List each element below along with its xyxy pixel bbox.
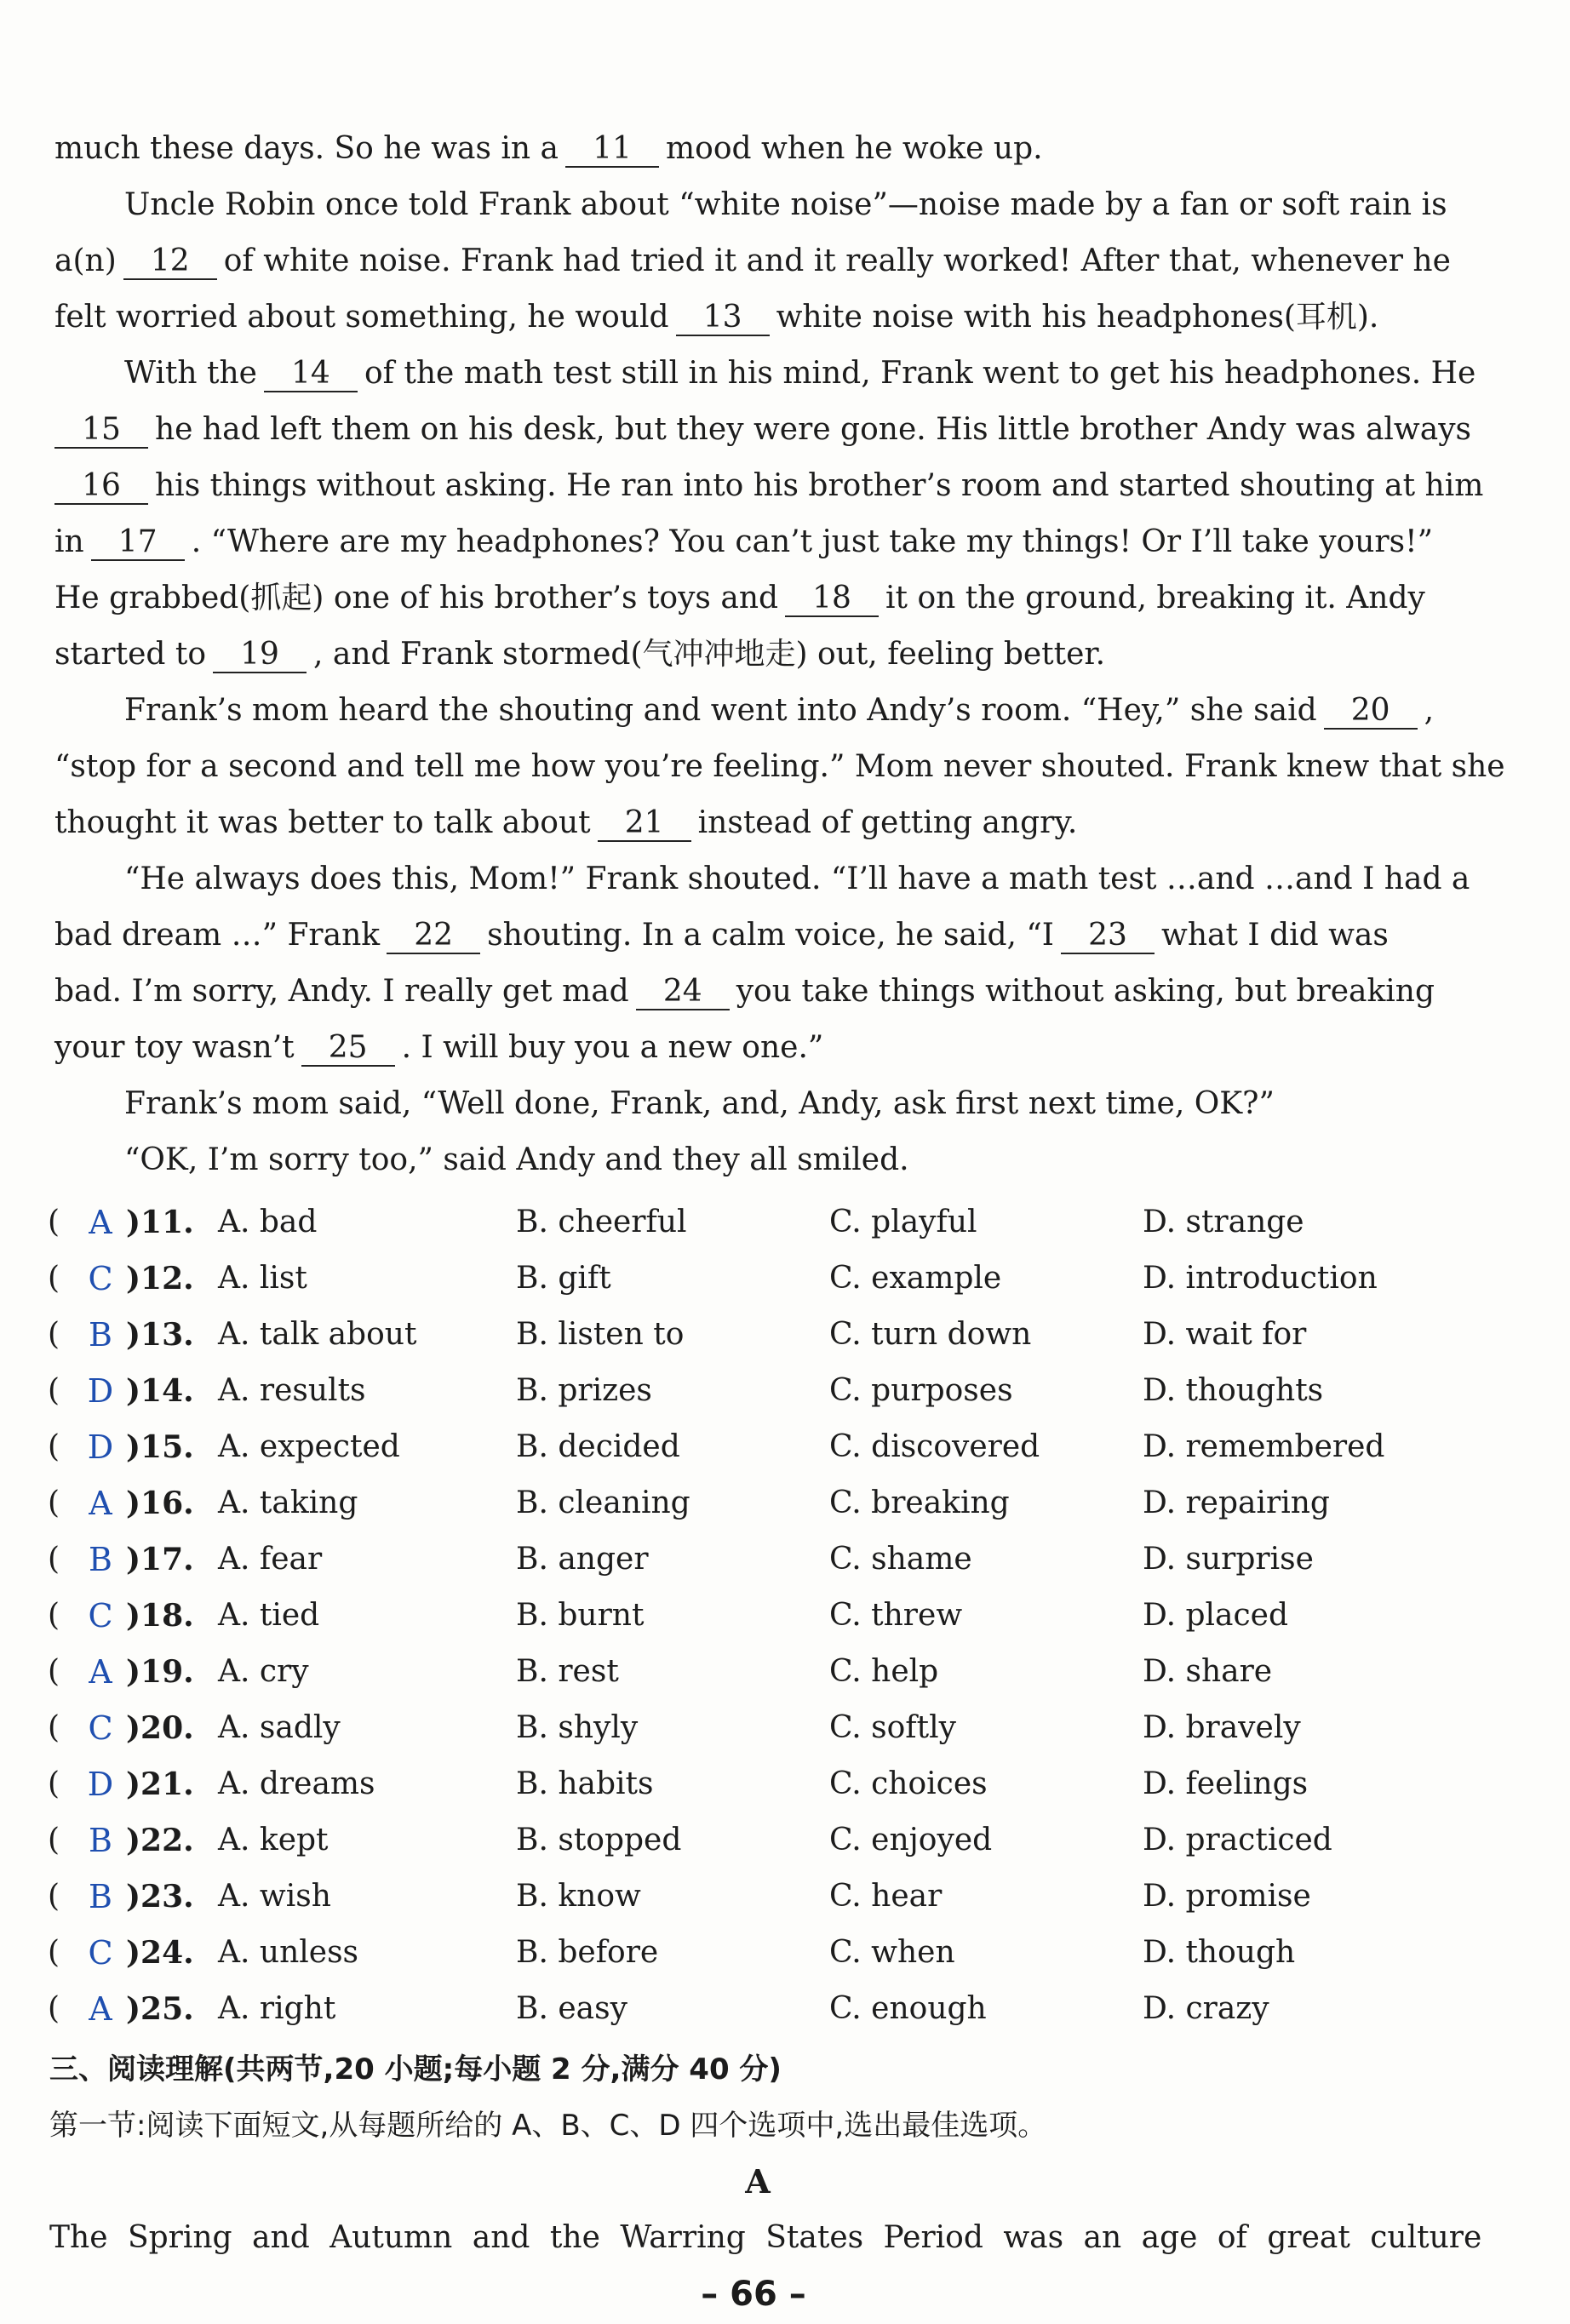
passage-line-15: bad dream …” Frank 22 shouting. In a calm voice, he said, “I 23 what I did was bbox=[54, 918, 1389, 953]
question-number: )18. bbox=[126, 1598, 194, 1634]
question-number: )16. bbox=[126, 1485, 194, 1521]
option-a: A. fear bbox=[218, 1542, 323, 1577]
answer-mark: B bbox=[89, 1822, 112, 1859]
question-row: ( A )25. A. right B. easy C. enough D. crazy bbox=[48, 1985, 1495, 2033]
question-number: )13. bbox=[126, 1317, 194, 1353]
option-d: D. remembered bbox=[1143, 1429, 1385, 1464]
option-a: A. kept bbox=[218, 1823, 329, 1857]
option-a: A. unless bbox=[218, 1935, 359, 1970]
blank-11: 11 bbox=[565, 132, 659, 168]
blank-19: 19 bbox=[213, 638, 307, 673]
question-row: ( C )12. A. list B. gift C. example D. introduction bbox=[48, 1255, 1495, 1302]
option-d: D. though bbox=[1143, 1935, 1296, 1970]
question-row: ( B )22. A. kept B. stopped C. enjoyed D. practiced bbox=[48, 1817, 1495, 1864]
passage-line-3: a(n) 12 of white noise. Frank had tried it and it really worked! After that, whenever he bbox=[54, 243, 1451, 278]
option-c: C. threw bbox=[829, 1598, 963, 1633]
option-a: A. dreams bbox=[218, 1766, 375, 1801]
question-number: )12. bbox=[126, 1261, 194, 1297]
blank-14: 14 bbox=[264, 357, 358, 392]
question-row: ( A )11. A. bad B. cheerful C. playful D. strange bbox=[48, 1199, 1495, 1246]
question-row: ( C )24. A. unless B. before C. when D. though bbox=[48, 1929, 1495, 1977]
passage-line-12: “stop for a second and tell me how you’re feeling.” Mom never shouted. Frank knew that she bbox=[54, 749, 1505, 784]
option-b: B. prizes bbox=[516, 1373, 652, 1408]
option-c: C. help bbox=[829, 1654, 939, 1689]
question-number: )17. bbox=[126, 1542, 194, 1577]
passage-line-14: “He always does this, Mom!” Frank shouted. “I’ll have a math test …and …and I had a bbox=[124, 861, 1470, 896]
option-b: B. rest bbox=[516, 1654, 619, 1689]
option-c: C. breaking bbox=[829, 1485, 1010, 1520]
question-row: ( B )17. A. fear B. anger C. shame D. surprise bbox=[48, 1536, 1495, 1583]
passage-a-first-line: The Spring and Autumn and the Warring States Period was an age of great culture bbox=[49, 2220, 1482, 2255]
option-d: D. share bbox=[1143, 1654, 1273, 1689]
question-number: )14. bbox=[126, 1373, 194, 1409]
question-number: )25. bbox=[126, 1991, 194, 2027]
option-b: B. shyly bbox=[516, 1710, 639, 1745]
question-number: )11. bbox=[126, 1205, 194, 1240]
answer-mark: D bbox=[87, 1372, 114, 1410]
option-d: D. promise bbox=[1143, 1879, 1311, 1914]
option-d: D. practiced bbox=[1143, 1823, 1332, 1857]
blank-22: 22 bbox=[387, 919, 480, 954]
option-a: A. right bbox=[218, 1991, 336, 2026]
passage-line-1: much these days. So he was in a 11 mood when he woke up. bbox=[54, 131, 1043, 166]
question-number: )23. bbox=[126, 1879, 194, 1915]
option-a: A. bad bbox=[218, 1205, 318, 1239]
answer-mark: C bbox=[88, 1260, 113, 1297]
passage-line-13: thought it was better to talk about 21 instead of getting angry. bbox=[54, 805, 1078, 840]
question-row: ( B )23. A. wish B. know C. hear D. promise bbox=[48, 1873, 1495, 1920]
passage-line-9: He grabbed(抓起) one of his brother’s toys and 18 it on the ground, breaking it. Andy bbox=[54, 581, 1425, 615]
question-number: )20. bbox=[126, 1710, 194, 1746]
answer-mark: B bbox=[89, 1878, 112, 1915]
question-row: ( C )18. A. tied B. burnt C. threw D. placed bbox=[48, 1592, 1495, 1640]
answer-mark: C bbox=[88, 1709, 113, 1747]
option-c: C. enough bbox=[829, 1991, 987, 2026]
option-d: D. surprise bbox=[1143, 1542, 1314, 1577]
option-a: A. taking bbox=[218, 1485, 358, 1520]
option-c: C. enjoyed bbox=[829, 1823, 993, 1857]
option-c: C. purposes bbox=[829, 1373, 1013, 1408]
answer-mark: B bbox=[89, 1316, 112, 1354]
option-b: B. listen to bbox=[516, 1317, 685, 1352]
answer-mark: A bbox=[89, 1653, 112, 1691]
blank-15: 15 bbox=[54, 413, 148, 449]
option-b: B. before bbox=[516, 1935, 659, 1970]
blank-16: 16 bbox=[54, 469, 148, 505]
answer-mark: C bbox=[88, 1597, 113, 1634]
question-row: ( C )20. A. sadly B. shyly C. softly D. bravely bbox=[48, 1704, 1495, 1752]
option-d: D. feelings bbox=[1143, 1766, 1309, 1801]
option-b: B. anger bbox=[516, 1542, 649, 1577]
section-instruction: 第一节:阅读下面短文,从每题所给的 A、B、C、D 四个选项中,选出最佳选项。 bbox=[49, 2109, 1047, 2143]
passage-line-11: Frank’s mom heard the shouting and went into Andy’s room. “Hey,” she said 20 , bbox=[124, 693, 1435, 728]
answer-mark: D bbox=[87, 1428, 114, 1466]
question-row: ( B )13. A. talk about B. listen to C. turn down D. wait for bbox=[48, 1311, 1495, 1359]
option-a: A. talk about bbox=[218, 1317, 417, 1352]
passage-line-5: With the 14 of the math test still in his mind, Frank went to get his headphones. He bbox=[124, 356, 1476, 391]
option-d: D. wait for bbox=[1143, 1317, 1307, 1352]
passage-line-10: started to 19 , and Frank stormed(气冲冲地走) out, feeling better. bbox=[54, 637, 1106, 672]
option-c: C. hear bbox=[829, 1879, 943, 1914]
blank-23: 23 bbox=[1061, 919, 1155, 954]
passage-line-17: your toy wasn’t 25 . I will buy you a new one.” bbox=[54, 1030, 824, 1065]
answer-mark: A bbox=[89, 1204, 112, 1241]
question-number: )19. bbox=[126, 1654, 194, 1690]
option-a: A. list bbox=[218, 1261, 307, 1296]
passage-line-2: Uncle Robin once told Frank about “white noise”—noise made by a fan or soft rain is bbox=[124, 187, 1447, 222]
option-b: B. cheerful bbox=[516, 1205, 687, 1239]
blank-25: 25 bbox=[301, 1031, 395, 1067]
option-d: D. crazy bbox=[1143, 1991, 1269, 2026]
option-b: B. gift bbox=[516, 1261, 611, 1296]
question-row: ( D )15. A. expected B. decided C. discovered D. remembered bbox=[48, 1423, 1495, 1471]
option-a: A. wish bbox=[218, 1879, 331, 1914]
question-row: ( D )21. A. dreams B. habits C. choices D. feelings bbox=[48, 1760, 1495, 1808]
option-c: C. discovered bbox=[829, 1429, 1040, 1464]
passage-line-7: 16 his things without asking. He ran into his brother’s room and started shouting at him bbox=[54, 465, 1459, 507]
question-row: ( A )19. A. cry B. rest C. help D. share bbox=[48, 1648, 1495, 1696]
page-number: – 66 – bbox=[701, 2275, 806, 2314]
question-row: ( D )14. A. results B. prizes C. purposes D. thoughts bbox=[48, 1367, 1495, 1415]
question-number: )22. bbox=[126, 1823, 194, 1858]
option-c: C. shame bbox=[829, 1542, 972, 1577]
option-c: C. choices bbox=[829, 1766, 988, 1801]
passage-line-19: “OK, I’m sorry too,” said Andy and they all smiled. bbox=[124, 1142, 909, 1177]
answer-mark: D bbox=[87, 1766, 114, 1803]
question-number: )24. bbox=[126, 1935, 194, 1971]
option-b: B. stopped bbox=[516, 1823, 682, 1857]
passage-line-4: felt worried about something, he would 13 white noise with his headphones(耳机). bbox=[54, 300, 1379, 335]
option-b: B. cleaning bbox=[516, 1485, 690, 1520]
blank-18: 18 bbox=[785, 581, 879, 617]
option-d: D. strange bbox=[1143, 1205, 1304, 1239]
option-d: D. thoughts bbox=[1143, 1373, 1324, 1408]
option-a: A. tied bbox=[218, 1598, 320, 1633]
answer-mark: C bbox=[88, 1934, 113, 1972]
passage-line-8: in 17 . “Where are my headphones? You can’t just take my things! Or I’ll take yours!” bbox=[54, 524, 1433, 559]
option-a: A. sadly bbox=[218, 1710, 341, 1745]
option-c: C. example bbox=[829, 1261, 1002, 1296]
blank-20: 20 bbox=[1324, 694, 1418, 730]
section-title: 三、阅读理解(共两节,20 小题;每小题 2 分,满分 40 分) bbox=[49, 2052, 782, 2086]
option-b: B. decided bbox=[516, 1429, 680, 1464]
passage-line-16: bad. I’m sorry, Andy. I really get mad 24 you take things without asking, but breaking bbox=[54, 974, 1435, 1009]
blank-17: 17 bbox=[91, 525, 185, 561]
answer-mark: A bbox=[89, 1990, 112, 2028]
blank-24: 24 bbox=[636, 975, 730, 1010]
passage-line-6: 15 he had left them on his desk, but they were gone. His little brother Andy was always bbox=[54, 409, 1459, 451]
option-d: D. repairing bbox=[1143, 1485, 1330, 1520]
option-d: D. placed bbox=[1143, 1598, 1288, 1633]
option-b: B. habits bbox=[516, 1766, 654, 1801]
option-d: D. introduction bbox=[1143, 1261, 1378, 1296]
question-row: ( A )16. A. taking B. cleaning C. breaking D. repairing bbox=[48, 1480, 1495, 1527]
option-b: B. burnt bbox=[516, 1598, 645, 1633]
question-number: )15. bbox=[126, 1429, 194, 1465]
option-c: C. softly bbox=[829, 1710, 956, 1745]
option-a: A. expected bbox=[218, 1429, 400, 1464]
blank-12: 12 bbox=[123, 244, 217, 280]
question-number: )21. bbox=[126, 1766, 194, 1802]
option-b: B. know bbox=[516, 1879, 641, 1914]
option-b: B. easy bbox=[516, 1991, 627, 2026]
option-c: C. playful bbox=[829, 1205, 977, 1239]
passage-line-18: Frank’s mom said, “Well done, Frank, and, Andy, ask first next time, OK?” bbox=[124, 1086, 1275, 1121]
blank-13: 13 bbox=[676, 301, 770, 336]
passage-letter: A bbox=[745, 2162, 771, 2201]
option-a: A. cry bbox=[218, 1654, 309, 1689]
option-a: A. results bbox=[218, 1373, 366, 1408]
blank-21: 21 bbox=[598, 806, 691, 842]
option-c: C. when bbox=[829, 1935, 955, 1970]
option-c: C. turn down bbox=[829, 1317, 1032, 1352]
answer-mark: B bbox=[89, 1541, 112, 1578]
option-d: D. bravely bbox=[1143, 1710, 1301, 1745]
answer-mark: A bbox=[89, 1485, 112, 1522]
